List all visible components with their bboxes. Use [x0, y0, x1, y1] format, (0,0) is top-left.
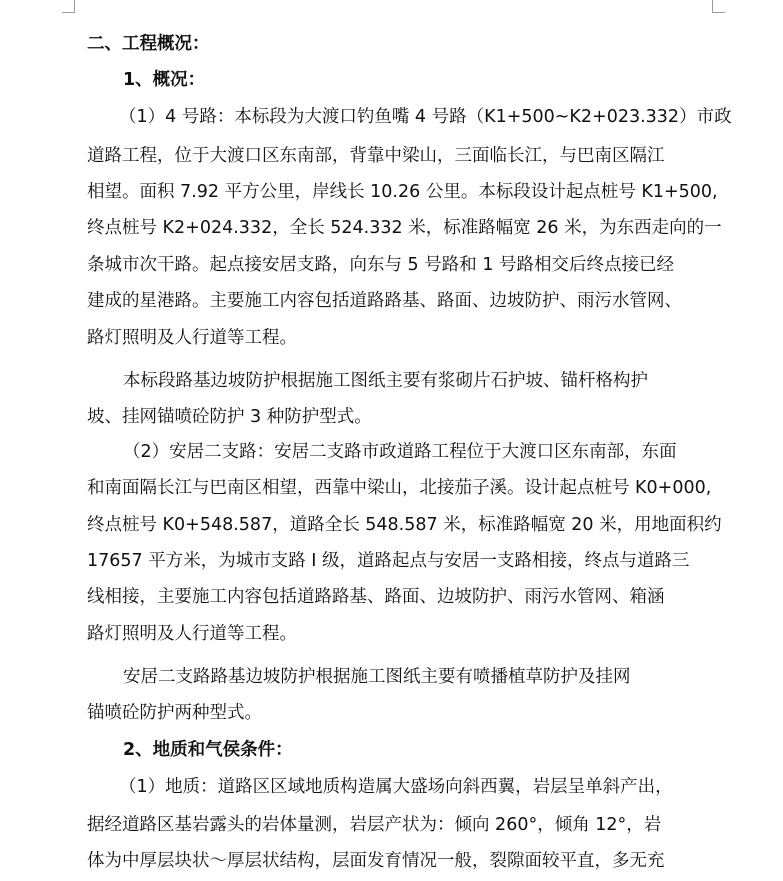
- paragraph-line: 和南面隔长江与巴南区相望，西靠中梁山，北接茄子溪。设计起点桩号 K0+000,: [87, 478, 712, 498]
- paragraph-line: 体为中厚层块状～厚层状结构，层面发育情况一般，裂隙面较平直，多无充: [87, 851, 665, 871]
- paragraph-line: 锚喷砼防护两种型式。: [87, 703, 262, 723]
- section-title: 二、工程概况：: [87, 34, 210, 54]
- paragraph-line: 本标段路基边坡防护根据施工图纸主要有浆砌片石护坡、锚杆格构护: [123, 371, 648, 391]
- paragraph-line: 条城市次干路。起点接安居支路，向东与 5 号路和 1 号路相交后终点接已经: [87, 255, 675, 275]
- paragraph-line: 相望。面积 7.92 平方公里，岸线长 10.26 公里。本标段设计起点桩号 K1+500,: [87, 182, 718, 202]
- paragraph-line: 终点桩号 K2+024.332，全长 524.332 米，标准路幅宽 26 米，为东西走向的一: [87, 218, 722, 238]
- paragraph-line: 17657 平方米，为城市支路 I 级，道路起点与安居一支路相接，终点与道路三: [87, 551, 690, 571]
- paragraph-line: 建成的星港路。主要施工内容包括道路路基、路面、边坡防护、雨污水管网、: [87, 291, 682, 311]
- paragraph-line: 安居二支路路基边坡防护根据施工图纸主要有喷播植草防护及挂网: [123, 667, 631, 687]
- paragraph-line: 路灯照明及人行道等工程。: [87, 328, 297, 348]
- sub-heading-overview: 1、概况：: [123, 70, 206, 90]
- paragraph-line: （1）4 号路：本标段为大渡口钓鱼嘴 4 号路（K1+500~K2+023.332）市政: [119, 107, 732, 127]
- sub-heading-geology-climate: 2、地质和气侯条件：: [123, 740, 293, 760]
- paragraph-line: 坡、挂网锚喷砼防护 3 种防护型式。: [87, 407, 372, 427]
- paragraph-line: 据经道路区基岩露头的岩体量测，岩层产状为：倾向 260°，倾角 12°，岩: [87, 815, 662, 835]
- paragraph-line: 终点桩号 K0+548.587，道路全长 548.587 米，标准路幅宽 20 米，用地面积约: [87, 515, 722, 535]
- paragraph-line: 道路工程，位于大渡口区东南部，背靠中梁山，三面临长江，与巴南区隔江: [87, 146, 665, 166]
- paragraph-line: 路灯照明及人行道等工程。: [87, 624, 297, 644]
- paragraph-line: （2）安居二支路：安居二支路市政道路工程位于大渡口区东南部，东面: [123, 442, 677, 462]
- paragraph-line: （1）地质：道路区区域地质构造属大盛场向斜西翼，岩层呈单斜产出，: [119, 777, 673, 797]
- paragraph-line: 线相接，主要施工内容包括道路路基、路面、边坡防护、雨污水管网、箱涵: [87, 587, 665, 607]
